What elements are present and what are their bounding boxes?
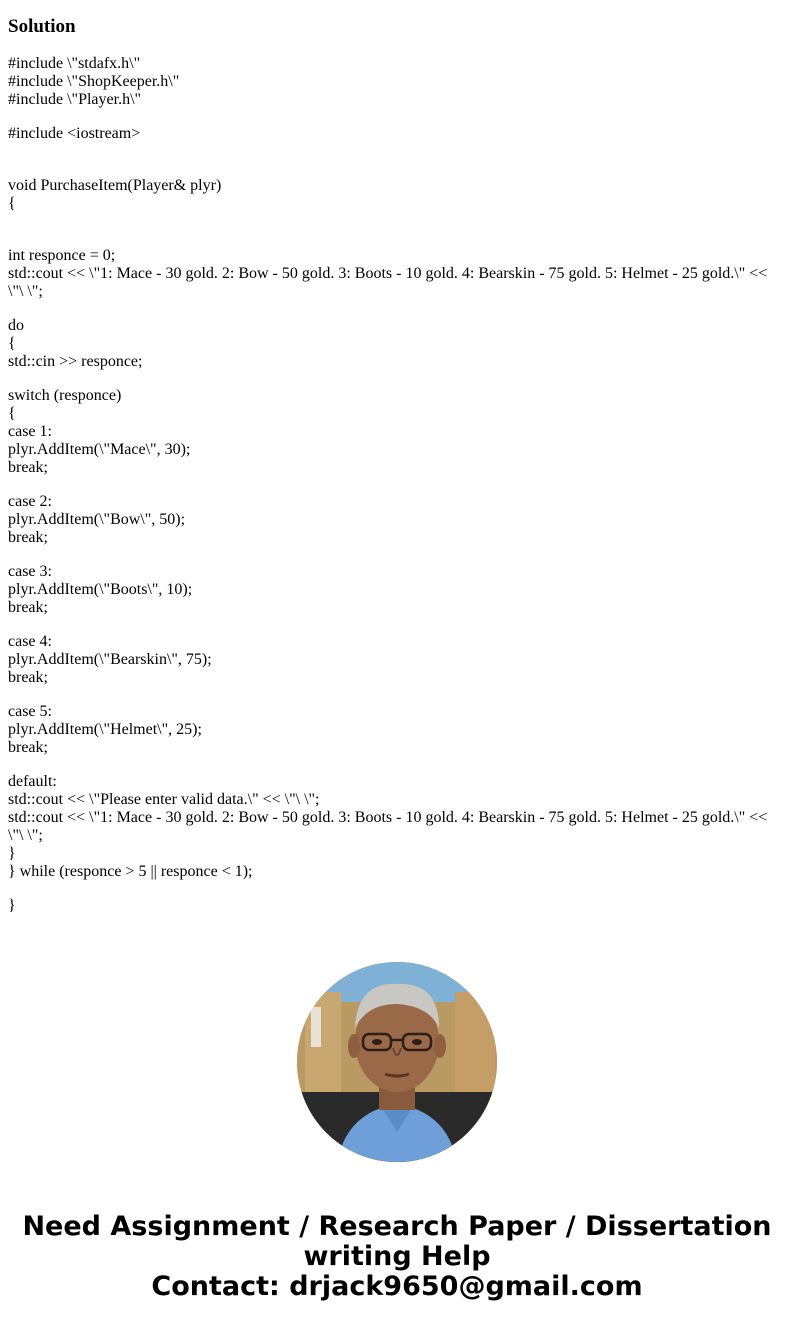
code-line: \"\ \";	[8, 827, 43, 844]
code-line: plyr.AddItem(\"Boots\", 10);	[8, 581, 193, 598]
code-line: break;	[8, 459, 48, 476]
code-line: {	[8, 405, 16, 422]
code-line: } while (responce > 5 || responce < 1);	[8, 863, 253, 880]
code-line: {	[8, 195, 16, 212]
author-photo	[297, 962, 497, 1162]
code-line: }	[8, 897, 16, 914]
code-line: #include <iostream>	[8, 125, 141, 142]
promo-line: writing Help	[303, 1241, 491, 1272]
case-block	[8, 633, 778, 687]
code-line: break;	[8, 669, 48, 686]
code-line: do	[8, 317, 24, 334]
code-line: void PurchaseItem(Player& plyr)	[8, 177, 222, 194]
includes-block	[8, 55, 778, 109]
code-line: #include \"ShopKeeper.h\"	[8, 73, 180, 90]
do-block	[8, 317, 778, 371]
code-line: std::cout << \"1: Mace - 30 gold. 2: Bow - 50 gold. 3: Boots - 10 gold. 4: Bearskin - 75 gold. 5: Helmet - 25 gold.\" <<	[8, 265, 768, 282]
iostream-block	[8, 125, 778, 143]
code-line: switch (responce)	[8, 387, 122, 404]
switch-block	[8, 387, 778, 477]
code-line: default:	[8, 773, 57, 790]
contact-email: Contact: drjack9650@gmail.com	[151, 1271, 643, 1302]
case-block	[8, 703, 778, 757]
code-line: std::cout << \"Please enter valid data.\" << \"\ \";	[8, 791, 320, 808]
closing-block	[8, 897, 778, 915]
code-line: break;	[8, 739, 48, 756]
code-line: \"\ \";	[8, 283, 43, 300]
code-line: }	[8, 845, 16, 862]
code-line: plyr.AddItem(\"Mace\", 30);	[8, 441, 191, 458]
code-line: #include \"Player.h\"	[8, 91, 142, 108]
code-line: case 3:	[8, 563, 52, 580]
code-line: case 2:	[8, 493, 52, 510]
code-line: case 4:	[8, 633, 52, 650]
default-block	[8, 773, 778, 881]
case-block	[8, 563, 778, 617]
code-line: std::cout << \"1: Mace - 30 gold. 2: Bow - 50 gold. 3: Boots - 10 gold. 4: Bearskin - 75 gold. 5: Helmet - 25 gold.\" <<	[8, 809, 768, 826]
code-line: {	[8, 335, 16, 352]
code-line: break;	[8, 599, 48, 616]
code-line: break;	[8, 529, 48, 546]
code-line: std::cin >> responce;	[8, 353, 143, 370]
code-line: int responce = 0;	[8, 247, 116, 264]
code-line: case 5:	[8, 703, 52, 720]
function-header-block	[8, 177, 778, 213]
case-block	[8, 493, 778, 547]
code-line: #include \"stdafx.h\"	[8, 55, 141, 72]
code-line: plyr.AddItem(\"Bearskin\", 75);	[8, 651, 212, 668]
code-line: plyr.AddItem(\"Bow\", 50);	[8, 511, 186, 528]
page-title: Solution	[8, 16, 76, 37]
promo-line: Need Assignment / Research Paper / Dissertation	[22, 1211, 772, 1242]
init-block	[8, 247, 778, 301]
portrait-illustration	[297, 962, 497, 1162]
code-line: case 1:	[8, 423, 52, 440]
code-line: plyr.AddItem(\"Helmet\", 25);	[8, 721, 202, 738]
promo-banner	[0, 1212, 794, 1302]
